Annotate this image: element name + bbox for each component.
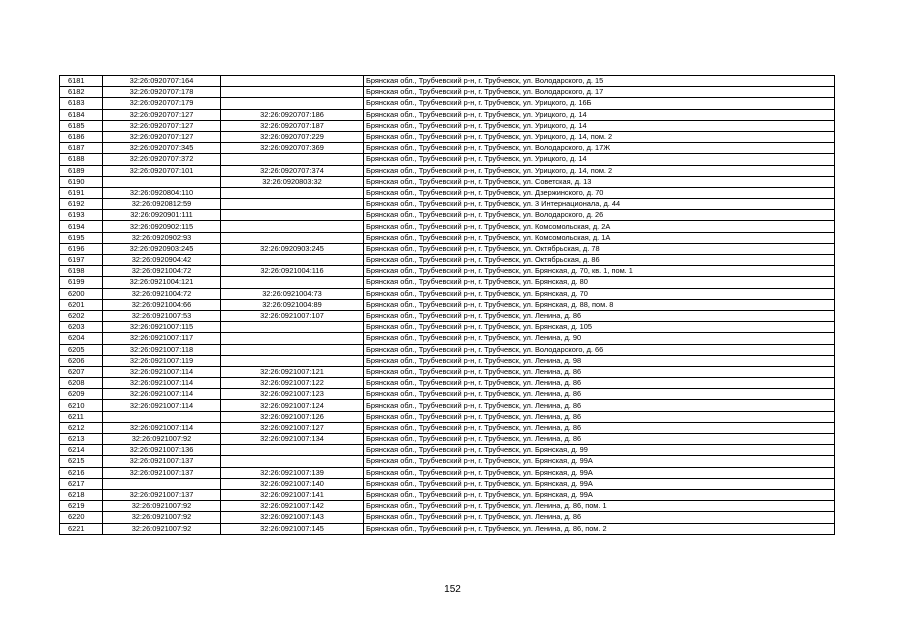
cadastral-number-cell: 32:26:0920904:42 <box>103 255 221 266</box>
address-cell: Брянская обл., Трубчевский р-н, г. Трубчевск, ул. Ленина, д. 86 <box>364 389 835 400</box>
row-number-cell: 6181 <box>60 76 103 87</box>
row-number-cell: 6189 <box>60 165 103 176</box>
object-cadastral-number-cell: 32:26:0920707:374 <box>221 165 364 176</box>
table-row <box>60 87 835 98</box>
object-cadastral-number-cell <box>221 277 364 288</box>
object-cadastral-number-cell <box>221 98 364 109</box>
cadastral-number-cell: 32:26:0920902:115 <box>103 221 221 232</box>
address-cell: Брянская обл., Трубчевский р-н, г. Трубчевск, ул. Комсомольская, д. 2А <box>364 221 835 232</box>
cadastral-number-cell: 32:26:0921007:114 <box>103 400 221 411</box>
row-number-cell: 6197 <box>60 255 103 266</box>
row-number-cell: 6194 <box>60 221 103 232</box>
table-row <box>60 187 835 198</box>
address-cell: Брянская обл., Трубчевский р-н, г. Трубчевск, ул. Дзержинского, д. 70 <box>364 187 835 198</box>
row-number-cell: 6220 <box>60 512 103 523</box>
row-number-cell: 6216 <box>60 467 103 478</box>
cadastral-number-cell: 32:26:0921007:53 <box>103 310 221 321</box>
address-cell: Брянская обл., Трубчевский р-н, г. Трубчевск, ул. Ленина, д. 86 <box>364 366 835 377</box>
table-row <box>60 266 835 277</box>
address-cell: Брянская обл., Трубчевский р-н, г. Трубчевск, ул. Комсомольская, д. 1А <box>364 232 835 243</box>
table-row <box>60 422 835 433</box>
object-cadastral-number-cell <box>221 445 364 456</box>
address-cell: Брянская обл., Трубчевский р-н, г. Трубчевск, ул. Брянская, д. 99А <box>364 489 835 500</box>
table-row <box>60 523 835 534</box>
cadastral-number-cell: 32:26:0920707:127 <box>103 109 221 120</box>
cadastral-table <box>59 75 835 535</box>
table-row <box>60 288 835 299</box>
object-cadastral-number-cell: 32:26:0920707:229 <box>221 131 364 142</box>
object-cadastral-number-cell <box>221 333 364 344</box>
address-cell: Брянская обл., Трубчевский р-н, г. Трубчевск, ул. Урицкого, д. 14, пом. 2 <box>364 165 835 176</box>
table-row <box>60 210 835 221</box>
address-cell: Брянская обл., Трубчевский р-н, г. Трубчевск, ул. Урицкого, д. 16Б <box>364 98 835 109</box>
cadastral-number-cell: 32:26:0921007:114 <box>103 422 221 433</box>
cadastral-number-cell <box>103 478 221 489</box>
object-cadastral-number-cell <box>221 232 364 243</box>
table-row <box>60 154 835 165</box>
table-row <box>60 165 835 176</box>
cadastral-number-cell: 32:26:0920707:127 <box>103 120 221 131</box>
row-number-cell: 6203 <box>60 322 103 333</box>
row-number-cell: 6195 <box>60 232 103 243</box>
row-number-cell: 6205 <box>60 344 103 355</box>
table-row <box>60 512 835 523</box>
row-number-cell: 6200 <box>60 288 103 299</box>
object-cadastral-number-cell: 32:26:0921007:142 <box>221 501 364 512</box>
row-number-cell: 6213 <box>60 434 103 445</box>
address-cell: Брянская обл., Трубчевский р-н, г. Трубчевск, ул. Октябрьская, д. 78 <box>364 243 835 254</box>
cadastral-number-cell: 32:26:0921007:119 <box>103 355 221 366</box>
address-cell: Брянская обл., Трубчевский р-н, г. Трубчевск, ул. Ленина, д. 86 <box>364 411 835 422</box>
table-row <box>60 98 835 109</box>
object-cadastral-number-cell: 32:26:0920707:186 <box>221 109 364 120</box>
address-cell: Брянская обл., Трубчевский р-н, г. Трубчевск, ул. Ленина, д. 86 <box>364 400 835 411</box>
object-cadastral-number-cell: 32:26:0921004:73 <box>221 288 364 299</box>
row-number-cell: 6190 <box>60 176 103 187</box>
table-row <box>60 355 835 366</box>
address-cell: Брянская обл., Трубчевский р-н, г. Трубчевск, ул. Ленина, д. 90 <box>364 333 835 344</box>
address-cell: Брянская обл., Трубчевский р-н, г. Трубчевск, ул. Брянская, д. 99А <box>364 478 835 489</box>
table-row <box>60 411 835 422</box>
cadastral-number-cell: 32:26:0921007:137 <box>103 489 221 500</box>
object-cadastral-number-cell <box>221 344 364 355</box>
row-number-cell: 6185 <box>60 120 103 131</box>
address-cell: Брянская обл., Трубчевский р-н, г. Трубчевск, ул. Урицкого, д. 14 <box>364 154 835 165</box>
object-cadastral-number-cell: 32:26:0921007:141 <box>221 489 364 500</box>
row-number-cell: 6212 <box>60 422 103 433</box>
cadastral-number-cell: 32:26:0920804:110 <box>103 187 221 198</box>
address-cell: Брянская обл., Трубчевский р-н, г. Трубчевск, ул. Урицкого, д. 14 <box>364 109 835 120</box>
address-cell: Брянская обл., Трубчевский р-н, г. Трубчевск, ул. Володарского, д. 15 <box>364 76 835 87</box>
row-number-cell: 6198 <box>60 266 103 277</box>
table-row <box>60 501 835 512</box>
object-cadastral-number-cell: 32:26:0921007:139 <box>221 467 364 478</box>
cadastral-number-cell: 32:26:0920812:59 <box>103 199 221 210</box>
address-cell: Брянская обл., Трубчевский р-н, г. Трубчевск, ул. Брянская, д. 99А <box>364 467 835 478</box>
address-cell: Брянская обл., Трубчевский р-н, г. Трубчевск, ул. Володарского, д. 17Ж <box>364 143 835 154</box>
row-number-cell: 6184 <box>60 109 103 120</box>
address-cell: Брянская обл., Трубчевский р-н, г. Трубчевск, ул. Володарского, д. 26 <box>364 210 835 221</box>
table-row <box>60 221 835 232</box>
cadastral-number-cell: 32:26:0921007:115 <box>103 322 221 333</box>
page-number: 152 <box>444 584 461 595</box>
cadastral-number-cell: 32:26:0920707:372 <box>103 154 221 165</box>
object-cadastral-number-cell: 32:26:0921007:126 <box>221 411 364 422</box>
address-cell: Брянская обл., Трубчевский р-н, г. Трубчевск, ул. Брянская, д. 99 <box>364 445 835 456</box>
cadastral-number-cell: 32:26:0921007:114 <box>103 378 221 389</box>
table-row <box>60 176 835 187</box>
address-cell: Брянская обл., Трубчевский р-н, г. Трубчевск, ул. Брянская, д. 88, пом. 8 <box>364 299 835 310</box>
row-number-cell: 6219 <box>60 501 103 512</box>
row-number-cell: 6215 <box>60 456 103 467</box>
object-cadastral-number-cell <box>221 154 364 165</box>
cadastral-number-cell: 32:26:0921007:92 <box>103 512 221 523</box>
row-number-cell: 6191 <box>60 187 103 198</box>
object-cadastral-number-cell: 32:26:0921007:134 <box>221 434 364 445</box>
address-cell: Брянская обл., Трубчевский р-н, г. Трубчевск, ул. Ленина, д. 86 <box>364 378 835 389</box>
cadastral-number-cell: 32:26:0921007:137 <box>103 456 221 467</box>
cadastral-number-cell: 32:26:0920707:178 <box>103 87 221 98</box>
address-cell: Брянская обл., Трубчевский р-н, г. Трубчевск, ул. Володарского, д. 17 <box>364 87 835 98</box>
table-row <box>60 456 835 467</box>
row-number-cell: 6218 <box>60 489 103 500</box>
address-cell: Брянская обл., Трубчевский р-н, г. Трубчевск, ул. Ленина, д. 98 <box>364 355 835 366</box>
object-cadastral-number-cell <box>221 199 364 210</box>
cadastral-number-cell: 32:26:0920707:179 <box>103 98 221 109</box>
cadastral-number-cell: 32:26:0921007:118 <box>103 344 221 355</box>
cadastral-number-cell: 32:26:0921004:72 <box>103 266 221 277</box>
address-cell: Брянская обл., Трубчевский р-н, г. Трубчевск, ул. Советская, д. 13 <box>364 176 835 187</box>
object-cadastral-number-cell: 32:26:0921007:107 <box>221 310 364 321</box>
cadastral-number-cell <box>103 176 221 187</box>
cadastral-number-cell: 32:26:0921004:66 <box>103 299 221 310</box>
row-number-cell: 6202 <box>60 310 103 321</box>
address-cell: Брянская обл., Трубчевский р-н, г. Трубчевск, ул. Ленина, д. 86 <box>364 512 835 523</box>
row-number-cell: 6183 <box>60 98 103 109</box>
cadastral-number-cell: 32:26:0920707:164 <box>103 76 221 87</box>
row-number-cell: 6182 <box>60 87 103 98</box>
table-row <box>60 199 835 210</box>
object-cadastral-number-cell: 32:26:0921007:122 <box>221 378 364 389</box>
cadastral-number-cell: 32:26:0921007:92 <box>103 434 221 445</box>
table-row <box>60 434 835 445</box>
object-cadastral-number-cell: 32:26:0920903:245 <box>221 243 364 254</box>
object-cadastral-number-cell <box>221 76 364 87</box>
address-cell: Брянская обл., Трубчевский р-н, г. Трубчевск, ул. Октябрьская, д. 86 <box>364 255 835 266</box>
row-number-cell: 6187 <box>60 143 103 154</box>
table-row <box>60 378 835 389</box>
row-number-cell: 6192 <box>60 199 103 210</box>
table-row <box>60 277 835 288</box>
row-number-cell: 6186 <box>60 131 103 142</box>
table-row <box>60 76 835 87</box>
address-cell: Брянская обл., Трубчевский р-н, г. Трубчевск, ул. Ленина, д. 86 <box>364 422 835 433</box>
table-row <box>60 478 835 489</box>
address-cell: Брянская обл., Трубчевский р-н, г. Трубчевск, ул. Брянская, д. 105 <box>364 322 835 333</box>
object-cadastral-number-cell <box>221 322 364 333</box>
address-cell: Брянская обл., Трубчевский р-н, г. Трубчевск, ул. Брянская, д. 70 <box>364 288 835 299</box>
cadastral-number-cell: 32:26:0920902:93 <box>103 232 221 243</box>
table-row <box>60 143 835 154</box>
table-row <box>60 131 835 142</box>
row-number-cell: 6221 <box>60 523 103 534</box>
address-cell: Брянская обл., Трубчевский р-н, г. Трубчевск, ул. Володарского, д. 66 <box>364 344 835 355</box>
row-number-cell: 6211 <box>60 411 103 422</box>
object-cadastral-number-cell: 32:26:0920707:369 <box>221 143 364 154</box>
cadastral-number-cell: 32:26:0921007:117 <box>103 333 221 344</box>
table-row <box>60 299 835 310</box>
table-row <box>60 243 835 254</box>
row-number-cell: 6204 <box>60 333 103 344</box>
cadastral-number-cell: 32:26:0921004:121 <box>103 277 221 288</box>
cadastral-number-cell: 32:26:0921004:72 <box>103 288 221 299</box>
object-cadastral-number-cell <box>221 210 364 221</box>
address-cell: Брянская обл., Трубчевский р-н, г. Трубчевск, ул. Ленина, д. 86, пом. 1 <box>364 501 835 512</box>
table-row <box>60 445 835 456</box>
row-number-cell: 6196 <box>60 243 103 254</box>
row-number-cell: 6206 <box>60 355 103 366</box>
object-cadastral-number-cell: 32:26:0920803:32 <box>221 176 364 187</box>
cadastral-number-cell: 32:26:0920901:111 <box>103 210 221 221</box>
table-row <box>60 467 835 478</box>
table-row <box>60 109 835 120</box>
object-cadastral-number-cell <box>221 187 364 198</box>
object-cadastral-number-cell: 32:26:0921004:116 <box>221 266 364 277</box>
table-row <box>60 255 835 266</box>
table-row <box>60 310 835 321</box>
address-cell: Брянская обл., Трубчевский р-н, г. Трубчевск, ул. Брянская, д. 70, кв. 1, пом. 1 <box>364 266 835 277</box>
table-row <box>60 489 835 500</box>
table-row <box>60 344 835 355</box>
cadastral-number-cell: 32:26:0921007:114 <box>103 389 221 400</box>
cadastral-number-cell: 32:26:0920707:101 <box>103 165 221 176</box>
row-number-cell: 6193 <box>60 210 103 221</box>
object-cadastral-number-cell <box>221 221 364 232</box>
row-number-cell: 6188 <box>60 154 103 165</box>
object-cadastral-number-cell: 32:26:0921007:127 <box>221 422 364 433</box>
object-cadastral-number-cell <box>221 355 364 366</box>
address-cell: Брянская обл., Трубчевский р-н, г. Трубчевск, ул. Брянская, д. 99А <box>364 456 835 467</box>
cadastral-number-cell: 32:26:0920707:127 <box>103 131 221 142</box>
table-row <box>60 366 835 377</box>
address-cell: Брянская обл., Трубчевский р-н, г. Трубчевск, ул. Урицкого, д. 14 <box>364 120 835 131</box>
row-number-cell: 6217 <box>60 478 103 489</box>
row-number-cell: 6208 <box>60 378 103 389</box>
object-cadastral-number-cell: 32:26:0921007:124 <box>221 400 364 411</box>
cadastral-number-cell: 32:26:0921007:114 <box>103 366 221 377</box>
address-cell: Брянская обл., Трубчевский р-н, г. Трубчевск, ул. Ленина, д. 86 <box>364 310 835 321</box>
object-cadastral-number-cell <box>221 456 364 467</box>
address-cell: Брянская обл., Трубчевский р-н, г. Трубчевск, ул. Урицкого, д. 14, пом. 2 <box>364 131 835 142</box>
address-cell: Брянская обл., Трубчевский р-н, г. Трубчевск, ул. Ленина, д. 86 <box>364 434 835 445</box>
table-row <box>60 120 835 131</box>
cadastral-number-cell: 32:26:0920707:345 <box>103 143 221 154</box>
cadastral-number-cell: 32:26:0920903:245 <box>103 243 221 254</box>
object-cadastral-number-cell: 32:26:0921007:121 <box>221 366 364 377</box>
object-cadastral-number-cell: 32:26:0921004:89 <box>221 299 364 310</box>
table-row <box>60 389 835 400</box>
table-row <box>60 400 835 411</box>
address-cell: Брянская обл., Трубчевский р-н, г. Трубчевск, ул. Ленина, д. 86, пом. 2 <box>364 523 835 534</box>
table-row <box>60 333 835 344</box>
row-number-cell: 6201 <box>60 299 103 310</box>
row-number-cell: 6209 <box>60 389 103 400</box>
cadastral-number-cell: 32:26:0921007:136 <box>103 445 221 456</box>
row-number-cell: 6199 <box>60 277 103 288</box>
cadastral-number-cell: 32:26:0921007:92 <box>103 501 221 512</box>
address-cell: Брянская обл., Трубчевский р-н, г. Трубчевск, ул. 3 Интернационала, д. 44 <box>364 199 835 210</box>
object-cadastral-number-cell: 32:26:0920707:187 <box>221 120 364 131</box>
table-row <box>60 322 835 333</box>
table-row <box>60 232 835 243</box>
object-cadastral-number-cell <box>221 87 364 98</box>
table-body <box>60 76 835 535</box>
object-cadastral-number-cell: 32:26:0921007:123 <box>221 389 364 400</box>
object-cadastral-number-cell: 32:26:0921007:143 <box>221 512 364 523</box>
row-number-cell: 6207 <box>60 366 103 377</box>
address-cell: Брянская обл., Трубчевский р-н, г. Трубчевск, ул. Брянская, д. 80 <box>364 277 835 288</box>
object-cadastral-number-cell: 32:26:0921007:140 <box>221 478 364 489</box>
cadastral-number-cell: 32:26:0921007:137 <box>103 467 221 478</box>
object-cadastral-number-cell <box>221 255 364 266</box>
cadastral-number-cell <box>103 411 221 422</box>
row-number-cell: 6214 <box>60 445 103 456</box>
object-cadastral-number-cell: 32:26:0921007:145 <box>221 523 364 534</box>
cadastral-number-cell: 32:26:0921007:92 <box>103 523 221 534</box>
row-number-cell: 6210 <box>60 400 103 411</box>
